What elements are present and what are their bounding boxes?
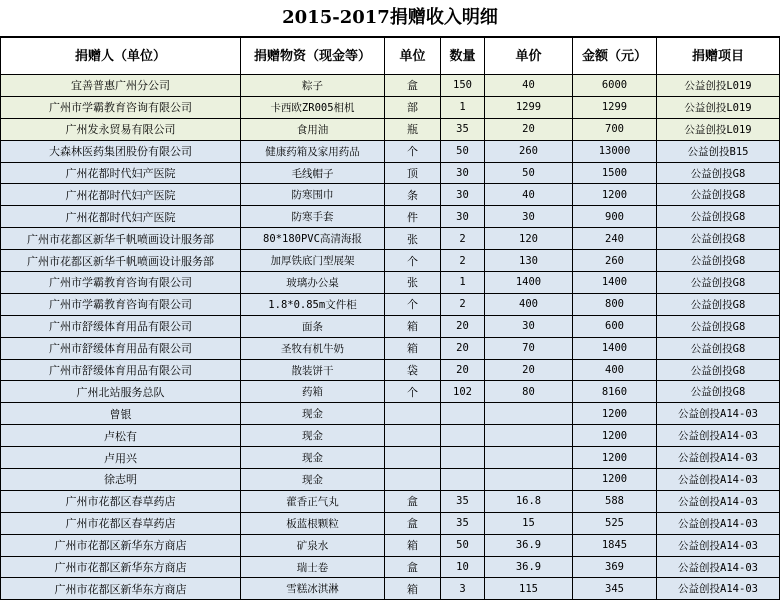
cell-project[interactable]: 公益创投L019 [657, 118, 780, 140]
cell-unit[interactable]: 袋 [385, 359, 441, 381]
cell-amount[interactable]: 345 [573, 578, 657, 600]
cell-project[interactable]: 公益创投A14-03 [657, 403, 780, 425]
cell-donor[interactable]: 广州花都时代妇产医院 [1, 206, 241, 228]
cell-item[interactable]: 现金 [241, 469, 385, 491]
cell-donor[interactable]: 广州市花都区新华千帆喷画设计服务部 [1, 228, 241, 250]
cell-qty[interactable]: 30 [441, 206, 485, 228]
cell-qty[interactable]: 50 [441, 534, 485, 556]
cell-unit[interactable]: 箱 [385, 315, 441, 337]
table-row [1, 184, 780, 206]
cell-item[interactable]: 80*180PVC高清海报 [241, 228, 385, 250]
cell-amount[interactable]: 1200 [573, 447, 657, 469]
cell-item[interactable]: 散装饼干 [241, 359, 385, 381]
cell-item[interactable]: 面条 [241, 315, 385, 337]
cell-unit[interactable]: 部 [385, 96, 441, 118]
cell-donor[interactable]: 大森林医药集团股份有限公司 [1, 140, 241, 162]
cell-unit[interactable]: 盒 [385, 75, 441, 97]
header-project[interactable]: 捐赠项目 [657, 38, 780, 75]
cell-project[interactable]: 公益创投A14-03 [657, 490, 780, 512]
cell-item[interactable]: 藿香正气丸 [241, 490, 385, 512]
cell-price[interactable]: 130 [485, 250, 573, 272]
cell-price[interactable]: 50 [485, 162, 573, 184]
cell-amount[interactable]: 6000 [573, 75, 657, 97]
cell-qty[interactable]: 20 [441, 315, 485, 337]
cell-unit[interactable]: 盒 [385, 490, 441, 512]
cell-amount[interactable]: 400 [573, 359, 657, 381]
cell-project[interactable]: 公益创投A14-03 [657, 512, 780, 534]
cell-price[interactable]: 36.9 [485, 556, 573, 578]
cell-amount[interactable]: 588 [573, 490, 657, 512]
header-item[interactable]: 捐赠物资（现金等） [241, 38, 385, 75]
cell-item[interactable]: 矿泉水 [241, 534, 385, 556]
cell-price[interactable]: 20 [485, 118, 573, 140]
cell-unit[interactable]: 顶 [385, 162, 441, 184]
cell-unit[interactable]: 条 [385, 184, 441, 206]
cell-unit[interactable]: 盒 [385, 512, 441, 534]
cell-unit[interactable]: 件 [385, 206, 441, 228]
cell-item[interactable]: 健康药箱及家用药品 [241, 140, 385, 162]
cell-donor[interactable]: 广州花都时代妇产医院 [1, 184, 241, 206]
cell-qty[interactable]: 3 [441, 578, 485, 600]
cell-donor[interactable]: 广州市花都区春草药店 [1, 490, 241, 512]
table-row [1, 228, 780, 250]
cell-qty[interactable]: 20 [441, 337, 485, 359]
cell-price[interactable]: 115 [485, 578, 573, 600]
cell-donor[interactable]: 广州北站服务总队 [1, 381, 241, 403]
header-donor[interactable]: 捐赠人（单位） [1, 38, 241, 75]
cell-project[interactable]: 公益创投G8 [657, 206, 780, 228]
cell-unit[interactable]: 箱 [385, 534, 441, 556]
cell-unit[interactable]: 箱 [385, 578, 441, 600]
header-unit[interactable]: 单位 [385, 38, 441, 75]
cell-project[interactable]: 公益创投A14-03 [657, 469, 780, 491]
cell-amount[interactable]: 1500 [573, 162, 657, 184]
table-row [1, 556, 780, 578]
sheet-title: 2015-2017捐赠收入明细 [0, 0, 780, 37]
cell-donor[interactable]: 卢用兴 [1, 447, 241, 469]
cell-amount[interactable]: 1200 [573, 469, 657, 491]
cell-project[interactable]: 公益创投A14-03 [657, 556, 780, 578]
cell-item[interactable]: 雪糕冰淇淋 [241, 578, 385, 600]
header-price[interactable]: 单价 [485, 38, 573, 75]
cell-price[interactable]: 30 [485, 315, 573, 337]
cell-qty[interactable]: 1 [441, 272, 485, 294]
table-row [1, 425, 780, 447]
cell-qty[interactable]: 50 [441, 140, 485, 162]
cell-unit[interactable]: 张 [385, 228, 441, 250]
cell-price[interactable]: 40 [485, 184, 573, 206]
cell-donor[interactable]: 广州市学霸教育咨询有限公司 [1, 96, 241, 118]
cell-item[interactable]: 毛线帽子 [241, 162, 385, 184]
cell-item[interactable]: 圣牧有机牛奶 [241, 337, 385, 359]
cell-donor[interactable]: 广州市舒缓体育用品有限公司 [1, 315, 241, 337]
cell-donor[interactable]: 广州市花都区春草药店 [1, 512, 241, 534]
table-row [1, 293, 780, 315]
table-row [1, 337, 780, 359]
cell-unit[interactable]: 个 [385, 250, 441, 272]
cell-amount[interactable]: 369 [573, 556, 657, 578]
cell-donor[interactable]: 广州花都时代妇产医院 [1, 162, 241, 184]
table-row [1, 403, 780, 425]
cell-qty[interactable]: 2 [441, 293, 485, 315]
cell-unit[interactable]: 个 [385, 140, 441, 162]
cell-amount[interactable]: 8160 [573, 381, 657, 403]
cell-item[interactable]: 玻璃办公桌 [241, 272, 385, 294]
cell-qty[interactable]: 35 [441, 490, 485, 512]
cell-donor[interactable]: 徐志明 [1, 469, 241, 491]
header-qty[interactable]: 数量 [441, 38, 485, 75]
cell-unit[interactable]: 个 [385, 381, 441, 403]
table-row [1, 578, 780, 600]
cell-price[interactable] [485, 447, 573, 469]
table-row [1, 250, 780, 272]
cell-project[interactable]: 公益创投G8 [657, 337, 780, 359]
cell-price[interactable]: 1299 [485, 96, 573, 118]
cell-qty[interactable]: 30 [441, 184, 485, 206]
cell-project[interactable]: 公益创投G8 [657, 228, 780, 250]
cell-price[interactable]: 120 [485, 228, 573, 250]
cell-price[interactable]: 20 [485, 359, 573, 381]
cell-price[interactable]: 260 [485, 140, 573, 162]
cell-unit[interactable] [385, 447, 441, 469]
cell-amount[interactable]: 1200 [573, 425, 657, 447]
cell-qty[interactable]: 35 [441, 118, 485, 140]
cell-project[interactable]: 公益创投G8 [657, 272, 780, 294]
cell-amount[interactable]: 1845 [573, 534, 657, 556]
table-row [1, 447, 780, 469]
cell-project[interactable]: 公益创投G8 [657, 162, 780, 184]
cell-donor[interactable]: 广州市花都区新华东方商店 [1, 534, 241, 556]
cell-item[interactable]: 粽子 [241, 75, 385, 97]
cell-item[interactable]: 防寒围巾 [241, 184, 385, 206]
cell-price[interactable]: 40 [485, 75, 573, 97]
cell-donor[interactable]: 广州市学霸教育咨询有限公司 [1, 272, 241, 294]
cell-item[interactable]: 药箱 [241, 381, 385, 403]
cell-item[interactable]: 食用油 [241, 118, 385, 140]
cell-unit[interactable] [385, 469, 441, 491]
cell-qty[interactable] [441, 425, 485, 447]
cell-qty[interactable]: 2 [441, 228, 485, 250]
table-row [1, 272, 780, 294]
cell-qty[interactable] [441, 469, 485, 491]
header-row [1, 38, 780, 75]
cell-amount[interactable]: 1299 [573, 96, 657, 118]
cell-amount[interactable]: 13000 [573, 140, 657, 162]
cell-project[interactable]: 公益创投B15 [657, 140, 780, 162]
cell-price[interactable]: 80 [485, 381, 573, 403]
cell-item[interactable]: 现金 [241, 425, 385, 447]
cell-unit[interactable]: 盒 [385, 556, 441, 578]
cell-donor[interactable]: 广州市学霸教育咨询有限公司 [1, 293, 241, 315]
table-row [1, 206, 780, 228]
cell-project[interactable]: 公益创投G8 [657, 293, 780, 315]
cell-price[interactable]: 400 [485, 293, 573, 315]
cell-project[interactable]: 公益创投L019 [657, 75, 780, 97]
cell-qty[interactable]: 102 [441, 381, 485, 403]
cell-qty[interactable]: 150 [441, 75, 485, 97]
table-row [1, 162, 780, 184]
table-row [1, 534, 780, 556]
cell-project[interactable]: 公益创投G8 [657, 381, 780, 403]
cell-price[interactable]: 15 [485, 512, 573, 534]
cell-project[interactable]: 公益创投A14-03 [657, 447, 780, 469]
cell-price[interactable]: 70 [485, 337, 573, 359]
cell-amount[interactable]: 1200 [573, 184, 657, 206]
cell-price[interactable]: 1400 [485, 272, 573, 294]
cell-unit[interactable] [385, 425, 441, 447]
cell-item[interactable]: 现金 [241, 447, 385, 469]
cell-amount[interactable]: 900 [573, 206, 657, 228]
table-row [1, 490, 780, 512]
cell-price[interactable]: 36.9 [485, 534, 573, 556]
cell-qty[interactable]: 20 [441, 359, 485, 381]
cell-unit[interactable]: 瓶 [385, 118, 441, 140]
cell-amount[interactable]: 800 [573, 293, 657, 315]
cell-price[interactable]: 30 [485, 206, 573, 228]
cell-project[interactable]: 公益创投G8 [657, 184, 780, 206]
cell-qty[interactable]: 35 [441, 512, 485, 534]
cell-item[interactable]: 现金 [241, 403, 385, 425]
table-row [1, 359, 780, 381]
cell-donor[interactable]: 广州市舒缓体育用品有限公司 [1, 359, 241, 381]
cell-donor[interactable]: 曾银 [1, 403, 241, 425]
cell-project[interactable]: 公益创投A14-03 [657, 578, 780, 600]
cell-amount[interactable]: 1400 [573, 272, 657, 294]
cell-donor[interactable]: 广州发永贸易有限公司 [1, 118, 241, 140]
cell-project[interactable]: 公益创投A14-03 [657, 534, 780, 556]
table-row [1, 96, 780, 118]
table-row [1, 469, 780, 491]
cell-unit[interactable] [385, 403, 441, 425]
cell-amount[interactable]: 1200 [573, 403, 657, 425]
table-body [1, 75, 780, 600]
cell-price[interactable] [485, 469, 573, 491]
cell-amount[interactable]: 1400 [573, 337, 657, 359]
table-row [1, 118, 780, 140]
donation-table [0, 37, 780, 600]
table-row [1, 381, 780, 403]
table-row [1, 512, 780, 534]
cell-amount[interactable]: 600 [573, 315, 657, 337]
cell-unit[interactable]: 箱 [385, 337, 441, 359]
cell-unit[interactable]: 个 [385, 293, 441, 315]
cell-price[interactable]: 16.8 [485, 490, 573, 512]
cell-project[interactable]: 公益创投L019 [657, 96, 780, 118]
cell-donor[interactable]: 卢松有 [1, 425, 241, 447]
cell-unit[interactable]: 张 [385, 272, 441, 294]
cell-item[interactable]: 防寒手套 [241, 206, 385, 228]
cell-donor[interactable]: 广州市花都区新华东方商店 [1, 578, 241, 600]
cell-item[interactable]: 加厚铁底门型展架 [241, 250, 385, 272]
table-row [1, 75, 780, 97]
table-row [1, 140, 780, 162]
cell-donor[interactable]: 宜善普惠广州分公司 [1, 75, 241, 97]
cell-project[interactable]: 公益创投A14-03 [657, 425, 780, 447]
cell-item[interactable]: 板蓝根颗粒 [241, 512, 385, 534]
cell-qty[interactable] [441, 447, 485, 469]
cell-amount[interactable]: 240 [573, 228, 657, 250]
cell-price[interactable] [485, 425, 573, 447]
cell-item[interactable]: 瑞士卷 [241, 556, 385, 578]
cell-price[interactable] [485, 403, 573, 425]
cell-item[interactable]: 1.8*0.85m文件柜 [241, 293, 385, 315]
cell-qty[interactable]: 1 [441, 96, 485, 118]
cell-amount[interactable]: 700 [573, 118, 657, 140]
cell-donor[interactable]: 广州市花都区新华东方商店 [1, 556, 241, 578]
cell-amount[interactable]: 260 [573, 250, 657, 272]
cell-project[interactable]: 公益创投G8 [657, 359, 780, 381]
table-row [1, 315, 780, 337]
cell-item[interactable]: 卡西欧ZR005相机 [241, 96, 385, 118]
cell-project[interactable]: 公益创投G8 [657, 315, 780, 337]
cell-amount[interactable]: 525 [573, 512, 657, 534]
cell-qty[interactable]: 30 [441, 162, 485, 184]
cell-qty[interactable]: 10 [441, 556, 485, 578]
header-amount[interactable]: 金额（元） [573, 38, 657, 75]
cell-donor[interactable]: 广州市舒缓体育用品有限公司 [1, 337, 241, 359]
cell-donor[interactable]: 广州市花都区新华千帆喷画设计服务部 [1, 250, 241, 272]
cell-project[interactable]: 公益创投G8 [657, 250, 780, 272]
cell-qty[interactable] [441, 403, 485, 425]
cell-qty[interactable]: 2 [441, 250, 485, 272]
